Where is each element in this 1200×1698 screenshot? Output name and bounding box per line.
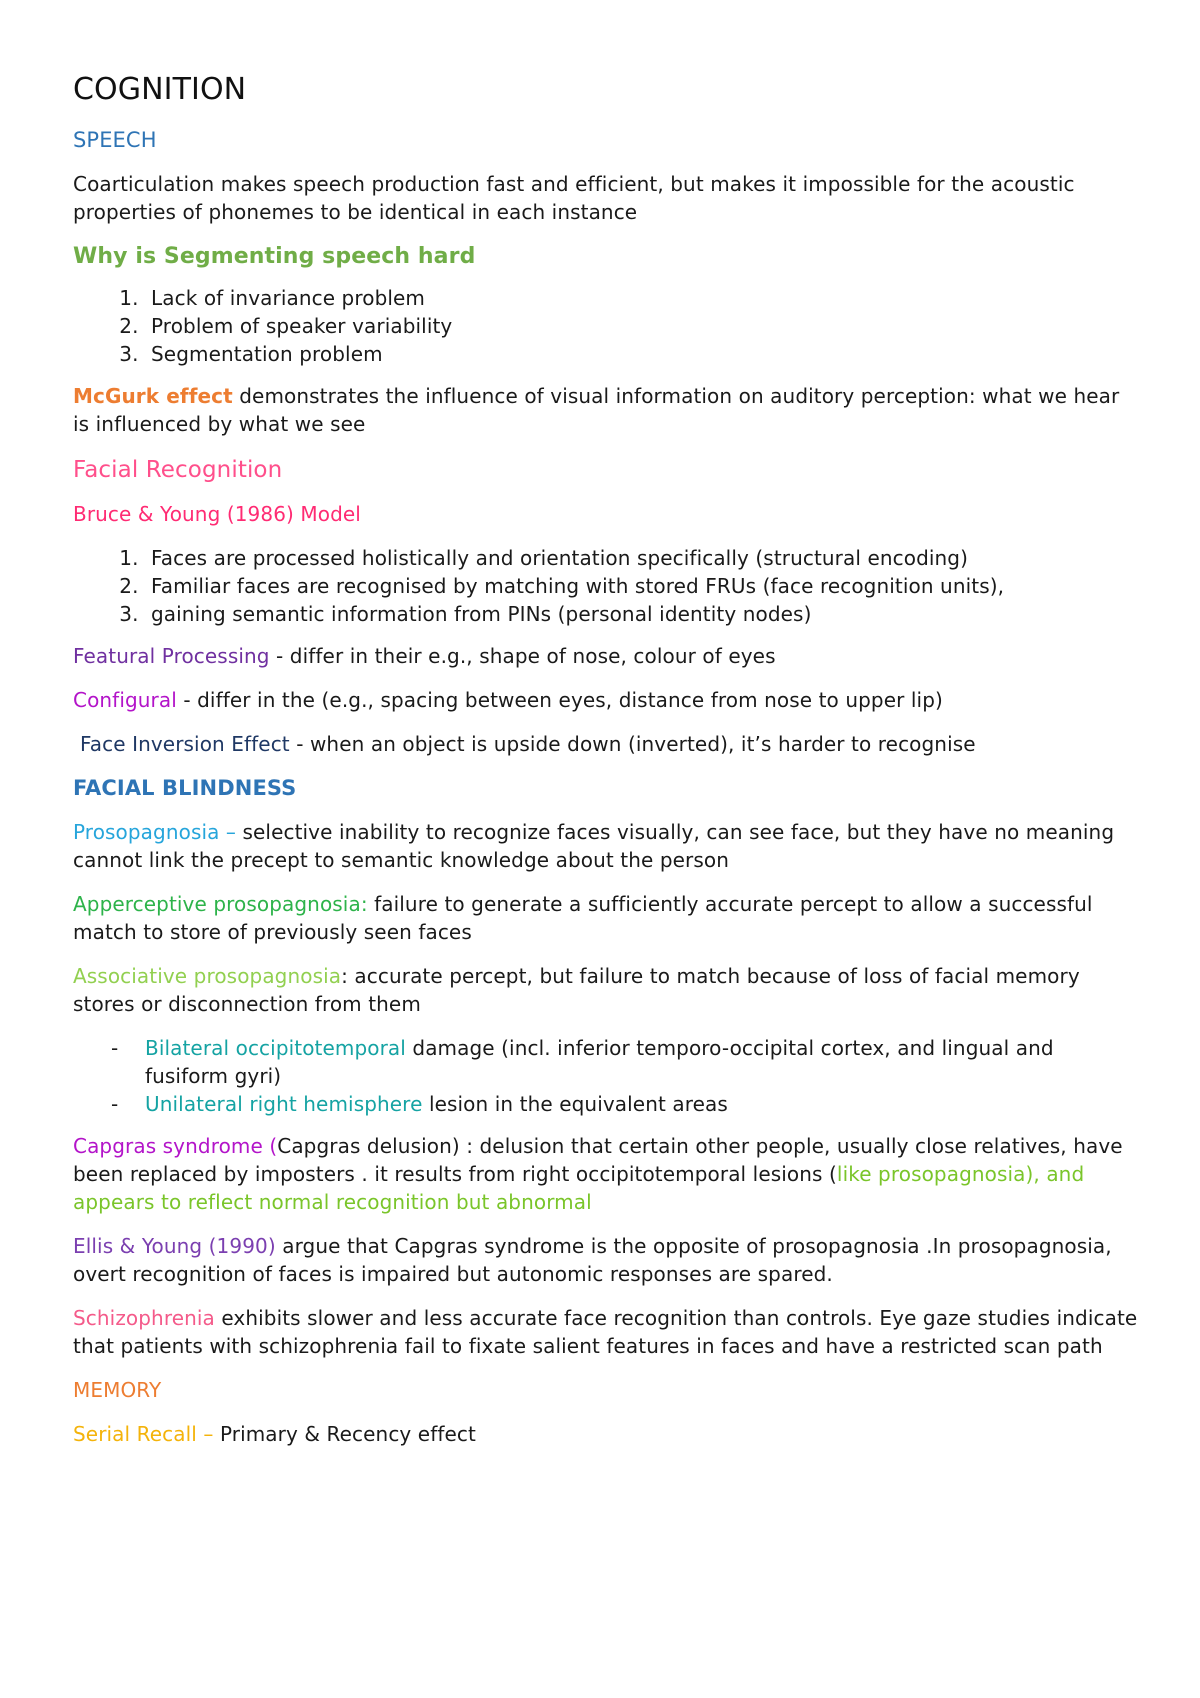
prosopagnosia-term: Prosopagnosia – [73, 820, 237, 844]
associative-term: Associative prosopagnosia [73, 964, 342, 988]
apperceptive-term: Apperceptive prosopagnosia: [73, 892, 368, 916]
document-title: COGNITION [73, 72, 247, 107]
schizophrenia-paragraph [73, 1304, 1140, 1360]
bullet-text: lesion in the equivalent areas [422, 1092, 728, 1116]
dash-bullet: - [111, 1092, 119, 1116]
schizophrenia-text: exhibits slower and less accurate face recognition than controls. Eye gaze studies indicate that patients with schizophrenia fail to fixate salient features in faces and have a restricted scan path [73, 1306, 1138, 1358]
bruce-young-model-heading: Bruce & Young (1986) Model [73, 502, 361, 526]
list-item: 3. Segmentation problem [145, 340, 1140, 368]
prosopagnosia-paragraph [73, 818, 1140, 874]
prosopagnosia-text: selective inability to recognize faces visually, can see face, but they have no meaning cannot link the precept to semantic knowledge about the person [73, 820, 1115, 872]
featural-paragraph [73, 642, 1140, 670]
schizophrenia-term: Schizophrenia [73, 1306, 215, 1330]
associative-paragraph [73, 962, 1140, 1018]
configural-text: - differ in the (e.g., spacing between eyes, distance from nose to upper lip) [176, 688, 943, 712]
capgras-paragraph [73, 1132, 1140, 1216]
facial-blindness-heading: FACIAL BLINDNESS [73, 776, 297, 800]
inversion-paragraph [73, 730, 1140, 758]
capgras-text: Capgras delusion) : delusion that certain other people, usually close relatives, have been replaced by imposters . it results from right occipitotemporal lesions ( [73, 1134, 1123, 1186]
apperceptive-paragraph [73, 890, 1140, 946]
bullet-term: Unilateral right hemisphere [145, 1092, 423, 1116]
inversion-term: Face Inversion Effect [80, 732, 290, 756]
bullet-text: damage (incl. inferior temporo-occipital cortex, and lingual and fusiform gyri) [145, 1036, 1054, 1088]
mcgurk-paragraph [73, 382, 1140, 438]
apperceptive-text: failure to generate a sufficiently accurate percept to allow a successful match to store of previously seen faces [73, 892, 1093, 944]
serial-recall-term: Serial Recall – [73, 1422, 214, 1446]
ellis-young-term: Ellis & Young (1990) [73, 1234, 276, 1258]
configural-paragraph [73, 686, 1140, 714]
list-item: 3. gaining semantic information from PINs (personal identity nodes) [145, 600, 1140, 628]
ellis-young-paragraph [73, 1232, 1140, 1288]
list-item [73, 1034, 1140, 1090]
list-item: 2. Problem of speaker variability [145, 312, 1140, 340]
list-item: 2. Familiar faces are recognised by matching with stored FRUs (face recognition units), [145, 572, 1140, 600]
featural-text: - differ in their e.g., shape of nose, colour of eyes [269, 644, 776, 668]
mcgurk-term: McGurk effect [73, 384, 233, 408]
damage-list [73, 1034, 1140, 1118]
configural-term: Configural [73, 688, 177, 712]
list-item: 1. Lack of invariance problem [145, 284, 1140, 312]
segmenting-list [73, 284, 1140, 368]
facial-recognition-heading: Facial Recognition [73, 457, 283, 483]
dash-bullet: - [111, 1036, 119, 1060]
associative-text: : accurate percept, but failure to match because of loss of facial memory stores or disconnection from them [73, 964, 1080, 1016]
capgras-term: Capgras syndrome ( [73, 1134, 278, 1158]
serial-recall-text: Primary & Recency effect [213, 1422, 476, 1446]
bullet-term: Bilateral occipitotemporal [145, 1036, 406, 1060]
list-item: 1. Faces are processed holistically and orientation specifically (structural encoding) [145, 544, 1140, 572]
capgras-tail: like prosopagnosia), and appears to reflect normal recognition but abnormal [73, 1162, 1085, 1214]
serial-recall-paragraph [73, 1420, 1140, 1448]
memory-heading: MEMORY [73, 1378, 162, 1402]
coarticulation-paragraph: Coarticulation makes speech production fast and efficient, but makes it impossible for the acoustic properties of phonemes to be identical in each instance [73, 172, 1075, 224]
speech-heading: SPEECH [73, 128, 157, 152]
list-item [73, 1090, 1140, 1118]
segmenting-heading: Why is Segmenting speech hard [73, 244, 476, 269]
inversion-text: - when an object is upside down (inverted), it’s harder to recognise [289, 732, 976, 756]
mcgurk-text: demonstrates the influence of visual information on auditory perception: what we hear is influenced by what we see [73, 384, 1120, 436]
featural-term: Featural Processing [73, 644, 270, 668]
ellis-young-text: argue that Capgras syndrome is the opposite of prosopagnosia .In prosopagnosia, overt recognition of faces is impaired but autonomic responses are spared. [73, 1234, 1112, 1286]
bruce-young-list [73, 544, 1140, 628]
